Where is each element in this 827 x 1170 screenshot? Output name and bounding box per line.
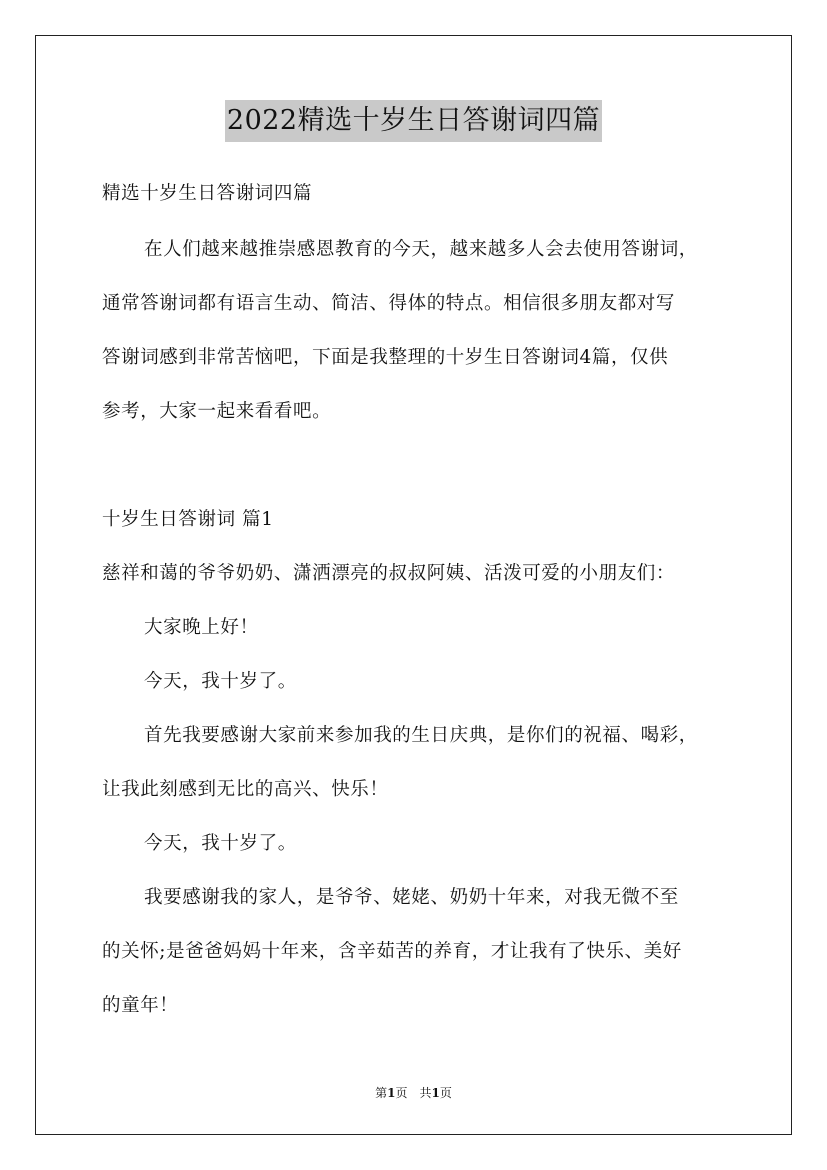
document-subtitle: 精选十岁生日答谢词四篇 bbox=[102, 183, 313, 204]
intro-line: 答谢词感到非常苦恼吧，下面是我整理的十岁生日答谢词4篇，仅供 bbox=[102, 347, 669, 368]
intro-line: 通常答谢词都有语言生动、简洁、得体的特点。相信很多朋友都对写 bbox=[102, 293, 676, 314]
footer-page-mid: 页 共 bbox=[395, 1086, 432, 1100]
body-line: 大家晚上好！ bbox=[144, 617, 259, 638]
title-wrap bbox=[0, 100, 827, 142]
intro-line: 在人们越来越推崇感恩教育的今天，越来越多人会去使用答谢词， bbox=[144, 239, 698, 260]
footer-page-suffix: 页 bbox=[439, 1086, 452, 1100]
footer-page-current: 1 bbox=[387, 1086, 396, 1100]
document-title: 2022精选十岁生日答谢词四篇 bbox=[225, 100, 602, 142]
section-heading: 十岁生日答谢词 篇1 bbox=[102, 509, 274, 530]
body-line: 让我此刻感到无比的高兴、快乐！ bbox=[102, 779, 389, 800]
intro-line: 参考，大家一起来看看吧。 bbox=[102, 401, 332, 422]
body-line: 今天，我十岁了。 bbox=[144, 833, 297, 854]
body-line: 的关怀;是爸爸妈妈十年来，含辛茹苦的养育，才让我有了快乐、美好 bbox=[102, 941, 682, 962]
footer-page-prefix: 第 bbox=[375, 1086, 388, 1100]
body-line: 首先我要感谢大家前来参加我的生日庆典，是你们的祝福、喝彩， bbox=[144, 725, 698, 746]
footer-page-total: 1 bbox=[431, 1086, 440, 1100]
body-line: 慈祥和蔼的爷爷奶奶、潇洒漂亮的叔叔阿姨、活泼可爱的小朋友们： bbox=[102, 563, 676, 584]
body-line: 今天，我十岁了。 bbox=[144, 671, 297, 692]
body-line: 的童年！ bbox=[102, 995, 179, 1016]
body-line: 我要感谢我的家人，是爷爷、姥姥、奶奶十年来，对我无微不至 bbox=[144, 887, 679, 908]
page-footer bbox=[0, 1085, 827, 1101]
